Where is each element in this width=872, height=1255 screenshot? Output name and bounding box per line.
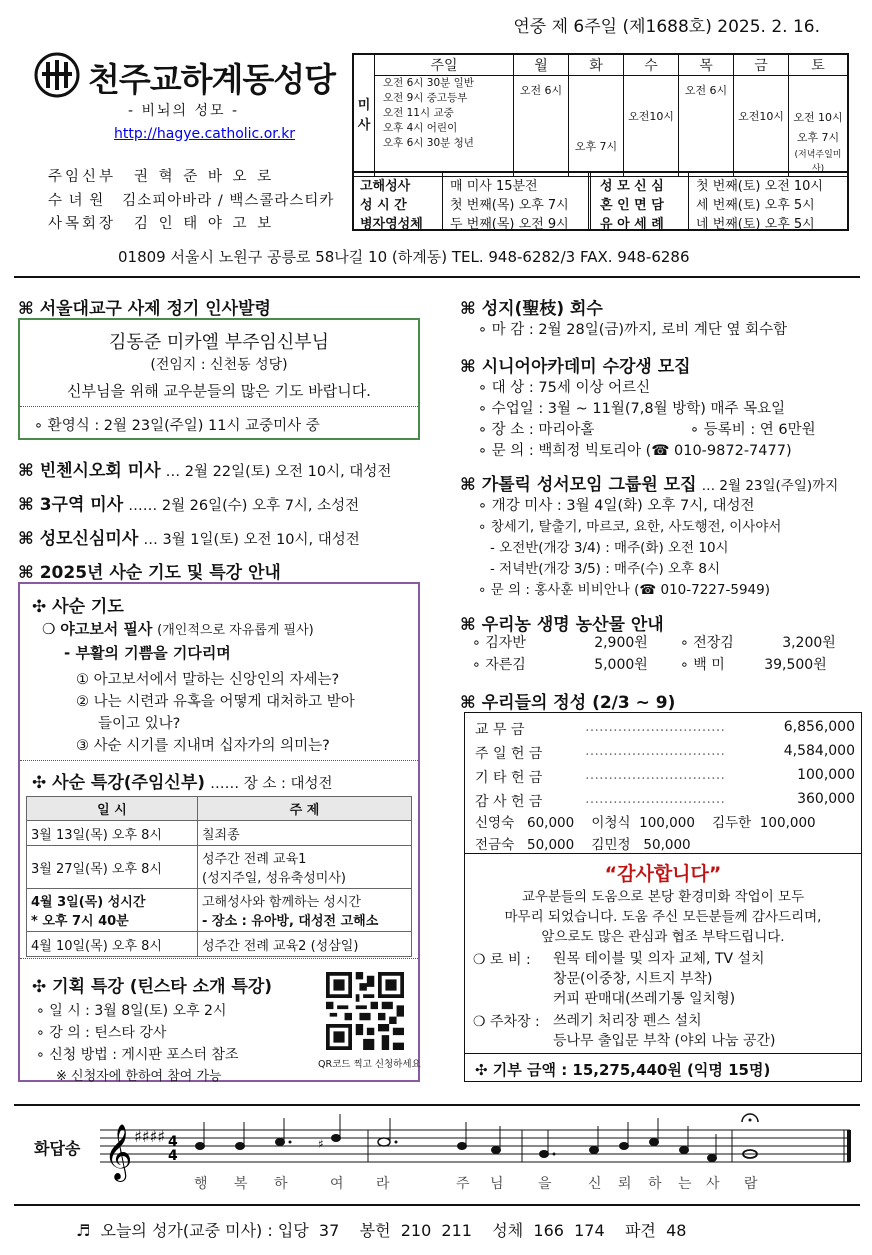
lent-resurrection: - 부활의 기쁨을 기다리며 <box>64 644 231 662</box>
appointment-heading: ⌘ 서울대교구 사제 정기 인사발령 <box>18 299 271 319</box>
farm-item: ∘ 김자반 2,900원 <box>472 635 648 651</box>
sunday-masses: 오전 6시 30분 일반 오전 9시 중고등부 오전 11시 교중 오후 4시 어린이 오후 6시 30분 청년 <box>375 76 514 177</box>
senior-target: ∘ 대 상 : 75세 이상 어르신 <box>478 380 651 396</box>
thanks-line-3: 앞으로도 많은 관심과 협조 부탁드립니다. <box>541 929 785 945</box>
lyric-syllable: 라 <box>376 1176 390 1192</box>
lyric-syllable: 하 <box>274 1176 288 1192</box>
lyric-syllable: 하 <box>648 1176 662 1192</box>
senior-contact: ∘ 문 의 : 백희정 빅토리아 (☎ 010-9872-7477) <box>478 443 792 459</box>
parish-name: 천주교하계동성당 <box>88 60 336 99</box>
lent-heading: ⌘ 2025년 사순 기도 및 특강 안내 <box>18 563 281 583</box>
previous-parish: (전임지 : 신천동 성당) <box>150 357 288 373</box>
offering-row: 주 일 헌 금 ………………………… 4,584,000 <box>475 743 855 762</box>
palm-heading: ⌘ 성지(聖枝) 회수 <box>460 299 603 319</box>
staff-council: 사목회장 김 인 태 야 고 보 <box>48 216 275 232</box>
farm-item: ∘ 자른김 5,000원 <box>472 657 648 673</box>
tuesday-mass: 오후 7시 <box>569 76 624 177</box>
lecture-col-topic: 주 제 <box>198 797 412 821</box>
lobby-items: 원목 테이블 및 의자 교체, TV 설치 창문(이중창, 시트지 부착) 커피 판매대(쓰레기통 일치형) <box>553 951 765 1007</box>
farm-item: ∘ 전장김 3,200원 <box>680 635 836 651</box>
parish-url-link[interactable]: http://hagye.catholic.or.kr <box>114 126 296 142</box>
lent-question-3: ③ 사순 시기를 지내며 십자가의 의미는? <box>76 738 330 754</box>
svg-text:4: 4 <box>168 1148 178 1164</box>
monday-mass: 오전 6시 <box>514 76 569 177</box>
qr-caption: QR코드 찍고 신청하세요 <box>318 1059 421 1070</box>
svg-text:♯♯♯♯: ♯♯♯♯ <box>134 1127 165 1146</box>
lobby-label: ❍ 로 비 : <box>473 952 531 968</box>
lyric-syllable: 을 <box>538 1176 552 1192</box>
lent-prayer-title: ✣ 사순 기도 <box>32 597 124 617</box>
offering-row: 기 타 헌 금 ………………………… 100,000 <box>475 767 855 786</box>
mass-label: 미 사 <box>354 55 375 177</box>
sacrament-times-right: 첫 번째(토) 오전 10시 세 번째(토) 오후 5시 네 번째(토) 오후 5시 <box>696 179 823 232</box>
lent-box <box>18 582 420 1082</box>
lyric-syllable: 사 <box>706 1176 720 1192</box>
lyric-syllable: 람 <box>744 1176 758 1192</box>
special-lecture-title: ✣ 기획 특강 (틴스타 소개 특강) <box>32 977 273 997</box>
day-mon: 월 <box>514 55 569 76</box>
bible-morning: - 오전반(개강 3/4) : 매주(화) 오전 10시 <box>490 540 729 556</box>
lyric-syllable: 님 <box>490 1176 504 1192</box>
lyric-syllable: 행 <box>194 1176 208 1192</box>
table-row: 3월 27일(목) 오후 8시 성주간 전례 교육1 (성지주일, 성유축성미사) <box>27 846 412 889</box>
lent-question-2: ② 나는 시련과 유혹을 어떻게 대처하고 받아 <box>76 694 355 710</box>
psalm-label: 화답송 <box>34 1139 81 1158</box>
thanks-donors-1: 신영숙 60,000 이청식 100,000 김두한 100,000 <box>475 815 816 831</box>
svg-text:♯: ♯ <box>318 1137 324 1151</box>
lyric-syllable: 주 <box>456 1176 470 1192</box>
lyric-syllable: 복 <box>234 1176 248 1192</box>
offering-box <box>464 712 862 1082</box>
day-tue: 화 <box>569 55 624 76</box>
sacrament-labels-right: 성 모 신 심 혼 인 면 담 유 아 세 례 <box>600 179 664 232</box>
day-fri: 금 <box>734 55 789 76</box>
lyric-syllable: 신 <box>588 1176 602 1192</box>
parish-patron: - 비뇌의 성모 - <box>128 103 240 119</box>
svg-text:4: 4 <box>168 1134 178 1150</box>
lyric-syllable: 뢰 <box>618 1176 632 1192</box>
day-wed: 수 <box>624 55 679 76</box>
vincent-mass: ⌘ 빈첸시오회 미사 … 2월 22일(토) 오전 10시, 대성전 <box>18 461 392 481</box>
mass-schedule <box>352 53 849 231</box>
table-row: 3월 13일(목) 오후 8시 칠죄종 <box>27 821 412 846</box>
marian-mass: ⌘ 성모신심미사 … 3월 1일(토) 오전 10시, 대성전 <box>18 529 360 549</box>
day-sun: 주일 <box>375 55 514 76</box>
bible-evening: - 저녁반(개강 3/5) : 매주(수) 오후 8시 <box>490 561 721 577</box>
qr-code-icon[interactable] <box>326 972 404 1050</box>
lyric-syllable: 여 <box>330 1176 344 1192</box>
thanks-line-1: 교우분들의 도움으로 본당 환경미화 작업이 모두 <box>521 889 805 905</box>
offering-row: 교 무 금 ………………………… 6,856,000 <box>475 719 855 738</box>
thursday-mass: 오전 6시 <box>679 76 734 177</box>
friday-mass: 오전10시 <box>734 76 789 177</box>
psalm-score <box>100 1108 856 1198</box>
palm-detail: ∘ 마 감 : 2월 28일(금)까지, 로비 계단 옆 회수함 <box>478 322 788 338</box>
wednesday-mass: 오전10시 <box>624 76 679 177</box>
senior-place: ∘ 장 소 : 마리아홀 <box>478 422 595 438</box>
staff-convent: 수 녀 원 김소피아바라 / 백스콜라스티카 <box>48 193 335 209</box>
day-sat: 토 <box>789 55 848 76</box>
sacrament-times-left: 매 미사 15분전 첫 번째(목) 오후 7시 두 번째(목) 오전 9시 <box>450 179 569 232</box>
todays-hymns: ♬ 오늘의 성가(교중 미사) : 입당 37 봉헌 210 211 성체 166 174 파견 48 <box>76 1221 687 1240</box>
offering-heading: ⌘ 우리들의 정성 (2/3 ~ 9) <box>460 693 676 713</box>
special-note: ※ 신청자에 한하여 참여 가능 <box>56 1069 222 1084</box>
lecture-table <box>26 796 412 957</box>
lent-question-2-cont: 들이고 있나? <box>98 716 181 732</box>
lent-question-1: ① 아고보서에서 말하는 신앙인의 자세는? <box>76 672 340 688</box>
parking-items: 쓰레기 처리장 펜스 설치 등나무 출입문 부착 (야외 나눔 공간) <box>553 1013 776 1049</box>
district-mass: ⌘ 3구역 미사 …… 2월 26일(수) 오후 7시, 소성전 <box>18 495 360 515</box>
parking-label: ❍ 주차장 : <box>473 1014 540 1030</box>
staff-pastor: 주임신부 권 혁 준 바 오 로 <box>48 169 275 185</box>
thanks-donors-2: 전금숙 50,000 김민정 50,000 <box>475 837 691 853</box>
prayer-request: 신부님을 위해 교우분들의 많은 기도 바랍니다. <box>67 382 371 400</box>
welcome-ceremony: ∘ 환영식 : 2월 23일(주일) 11시 교중미사 중 <box>34 418 320 434</box>
day-thu: 목 <box>679 55 734 76</box>
senior-period: ∘ 수업일 : 3월 ~ 11월(7,8월 방학) 매주 목요일 <box>478 401 786 417</box>
table-row: 4월 3일(목) 성시간 * 오후 7시 40분 고해성사와 함께하는 성시간 - 장소 : 유아방, 대성전 고해소 <box>27 889 412 932</box>
farm-heading: ⌘ 우리농 생명 농산물 안내 <box>460 615 664 635</box>
lyric-syllable: 는 <box>678 1176 692 1192</box>
parish-address: 01809 서울시 노원구 공릉로 58나길 10 (하계동) TEL. 948-6282/3 FAX. 948-6286 <box>118 248 690 266</box>
bible-contact: ∘ 문 의 : 홍사훈 비비안나 (☎ 010-7227-5949) <box>478 582 770 598</box>
table-row: 4월 10일(목) 오후 8시 성주간 전례 교육2 (성삼일) <box>27 932 412 957</box>
donation-total: ✣ 기부 금액 : 15,275,440원 (익명 15명) <box>475 1061 771 1079</box>
lecture-col-date: 일 시 <box>27 797 198 821</box>
lent-copy: ❍ 야고보서 필사 (개인적으로 자유롭게 필사) <box>42 620 314 638</box>
special-apply: ∘ 신청 방법 : 게시판 포스터 참조 <box>36 1047 239 1063</box>
offering-row: 감 사 헌 금 ………………………… 360,000 <box>475 791 855 810</box>
senior-heading: ⌘ 시니어아카데미 수강생 모집 <box>460 357 691 377</box>
bible-books: ∘ 창세기, 탈출기, 마르코, 요한, 사도행전, 이사야서 <box>478 519 782 535</box>
parish-emblem-icon <box>34 52 80 98</box>
senior-fee: ∘ 등록비 : 연 6만원 <box>690 422 816 438</box>
svg-text:𝄞: 𝄞 <box>104 1124 133 1180</box>
bible-mass: ∘ 개강 미사 : 3월 4일(화) 오후 7시, 대성전 <box>478 498 755 514</box>
special-date: ∘ 일 시 : 3월 8일(토) 오후 2시 <box>36 1003 227 1019</box>
appointment-box <box>18 318 420 440</box>
parish-logo <box>34 52 334 98</box>
bible-heading: ⌘ 가톨릭 성서모임 그룹원 모집 … 2월 23일(주일)까지 <box>460 475 839 495</box>
farm-item: ∘ 백 미 39,500원 <box>680 657 827 673</box>
priest-name: 김동준 미카엘 부주임신부님 <box>108 332 330 353</box>
lecture-heading: ✣ 사순 특강(주임신부) …… 장 소 : 대성전 <box>32 773 333 793</box>
saturday-masses: 오전 10시 오후 7시 (저녁주일미사) <box>789 76 848 177</box>
special-speaker: ∘ 강 의 : 틴스타 강사 <box>36 1025 167 1041</box>
thanks-line-2: 마무리 되었습니다. 도움 주신 모든분들께 감사드리며, <box>504 909 822 925</box>
thanks-title: “감사합니다” <box>604 863 722 885</box>
issue-info: 연중 제 6주일 (제1688호) 2025. 2. 16. <box>513 17 820 37</box>
sacrament-labels-left: 고해성사 성 시 간 병자영성체 <box>360 179 423 232</box>
